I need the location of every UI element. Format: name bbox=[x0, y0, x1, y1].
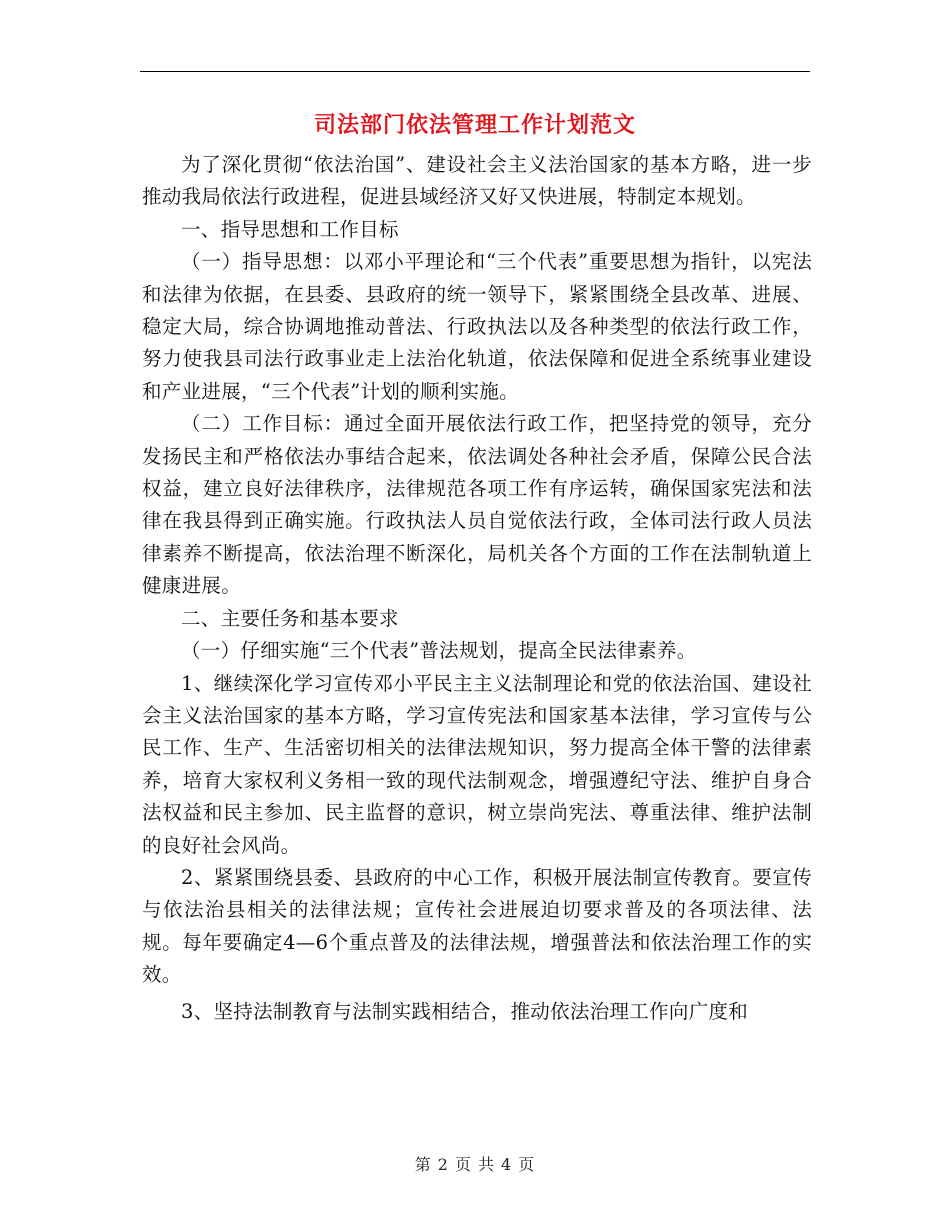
paragraph-intro: 为了深化贯彻“依法治国”、建设社会主义法治国家的基本方略，进一步推动我局依法行政进程，促进县域经济又好又快进展，特制定本规划。 bbox=[142, 153, 812, 209]
paragraph-item-2: 2、紧紧围绕县委、县政府的中心工作，积极开展法制宣传教育。要宣传与依法治县相关的法律法规；宣传社会进展迫切要求普及的各项法律、法规。每年要确定4—6个重点普及的法律法规，增强普法和依法治理工作的实效。 bbox=[142, 865, 812, 987]
heading-guiding-ideology: 一、指导思想和工作目标 bbox=[181, 217, 399, 241]
page-footer bbox=[0, 1154, 950, 1176]
document-title: 司法部门依法管理工作计划范文 bbox=[313, 112, 636, 138]
footer-suffix: 页 bbox=[518, 1155, 536, 1174]
paragraph-guiding-ideology: （一）指导思想：以邓小平理论和“三个代表”重要思想为指针，以宪法和法律为依据，在县委、县政府的统一领导下，紧紧围绕全县改革、进展、稳定大局，综合协调地推动普法、行政执法以及各种类型的依法行政工作，努力使我县司法行政事业走上法治化轨道，依法保障和促进全系统事业建设和产业进展，“三个代表”计划的顺利实施。 bbox=[142, 250, 812, 403]
footer-middle: 页 共 bbox=[454, 1155, 496, 1174]
paragraph-task-1: （一）仔细实施“三个代表”普法规划，提高全民法律素养。 bbox=[181, 639, 697, 663]
document-body bbox=[142, 149, 812, 1028]
heading-main-tasks: 二、主要任务和基本要求 bbox=[181, 606, 399, 630]
footer-page-number: 2 bbox=[437, 1155, 449, 1174]
footer-total-pages: 4 bbox=[501, 1155, 513, 1174]
header-rule bbox=[140, 71, 810, 72]
paragraph-work-goals: （二）工作目标：通过全面开展依法行政工作，把坚持党的领导，充分发扬民主和严格依法办事结合起来，依法调处各种社会矛盾，保障公民合法权益，建立良好法律秩序，法律规范各项工作有序运转，确保国家宪法和法律在我县得到正确实施。行政执法人员自觉依法行政，全体司法行政人员法律素养不断提高，依法治理不断深化，局机关各个方面的工作在法制轨道上健康进展。 bbox=[142, 412, 812, 598]
paragraph-item-1: 1、继续深化学习宣传邓小平民主主义法制理论和党的依法治国、建设社会主义法治国家的基本方略，学习宣传宪法和国家基本法律，学习宣传与公民工作、生产、生活密切相关的法律法规知识，努力提高全体干警的法律素养，培育大家权利义务相一致的现代法制观念，增强遵纪守法、维护自身合法权益和民主参加、民主监督的意识，树立崇尚宪法、尊重法律、维护法制的良好社会风尚。 bbox=[142, 671, 812, 857]
paragraph-item-3: 3、坚持法制教育与法制实践相结合，推动依法治理工作向广度和 bbox=[181, 999, 749, 1023]
footer-prefix: 第 bbox=[414, 1155, 432, 1174]
